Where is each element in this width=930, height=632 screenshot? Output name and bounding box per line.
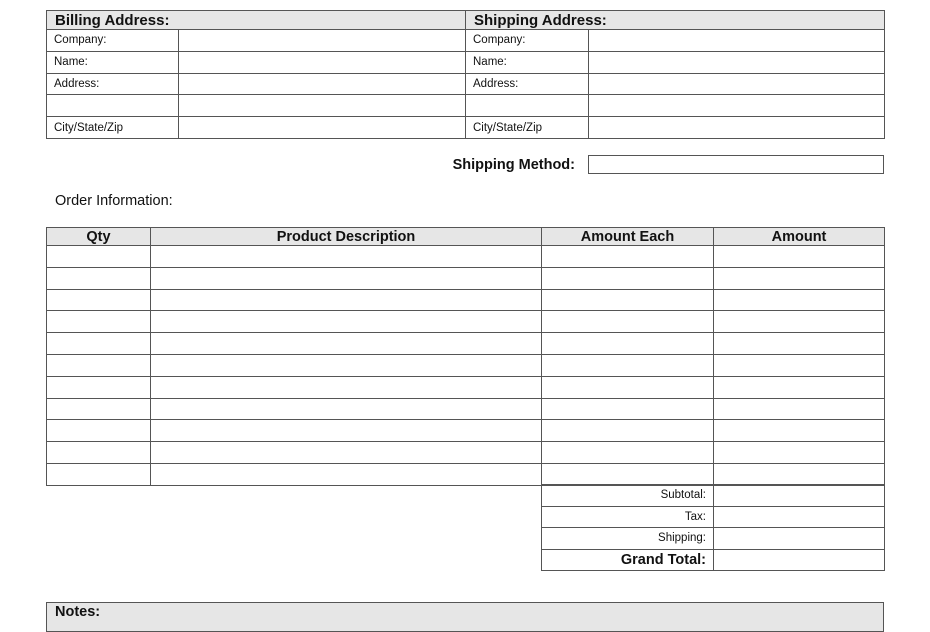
amount-each-cell[interactable] — [542, 376, 714, 398]
shipping-cost-field[interactable] — [714, 528, 885, 550]
product-description-cell[interactable] — [151, 354, 542, 376]
amount-cell[interactable] — [714, 442, 885, 464]
table-row — [47, 420, 885, 442]
qty-cell[interactable] — [47, 289, 151, 311]
shipping-cost-label: Shipping: — [542, 528, 714, 550]
subtotal-field[interactable] — [714, 485, 885, 507]
amount-cell[interactable] — [714, 311, 885, 333]
notes-header: Notes: — [46, 602, 884, 632]
product-description-cell[interactable] — [151, 442, 542, 464]
product-description-cell[interactable] — [151, 246, 542, 268]
table-row — [47, 376, 885, 398]
product-description-cell[interactable] — [151, 267, 542, 289]
billing-company-field[interactable] — [179, 30, 466, 52]
qty-cell[interactable] — [47, 398, 151, 420]
billing-address2-label — [47, 95, 179, 117]
amount-each-cell[interactable] — [542, 354, 714, 376]
qty-cell[interactable] — [47, 354, 151, 376]
amount-cell[interactable] — [714, 463, 885, 485]
grand-total-label: Grand Total: — [542, 549, 714, 571]
amount-cell[interactable] — [714, 420, 885, 442]
amount-each-cell[interactable] — [542, 289, 714, 311]
amount-each-cell[interactable] — [542, 398, 714, 420]
product-description-cell[interactable] — [151, 420, 542, 442]
amount-cell[interactable] — [714, 333, 885, 355]
table-row — [47, 267, 885, 289]
qty-cell[interactable] — [47, 311, 151, 333]
product-description-cell[interactable] — [151, 376, 542, 398]
shipping-method-field[interactable] — [588, 155, 884, 174]
table-row — [47, 333, 885, 355]
column-header-amount: Amount — [714, 228, 885, 246]
column-header-amount-each: Amount Each — [542, 228, 714, 246]
shipping-city-state-zip-label: City/State/Zip — [466, 117, 589, 139]
table-row — [47, 463, 885, 485]
shipping-address-header: Shipping Address: — [466, 11, 885, 30]
billing-address-label: Address: — [47, 73, 179, 95]
order-rows — [47, 246, 885, 486]
billing-name-label: Name: — [47, 51, 179, 73]
amount-each-cell[interactable] — [542, 420, 714, 442]
subtotal-label: Subtotal: — [542, 485, 714, 507]
amount-each-cell[interactable] — [542, 463, 714, 485]
order-information-label: Order Information: — [55, 193, 173, 209]
amount-cell[interactable] — [714, 376, 885, 398]
column-header-qty: Qty — [47, 228, 151, 246]
product-description-cell[interactable] — [151, 333, 542, 355]
qty-cell[interactable] — [47, 333, 151, 355]
shipping-address2-field[interactable] — [589, 95, 885, 117]
amount-each-cell[interactable] — [542, 333, 714, 355]
address-table — [46, 10, 885, 139]
shipping-address-field[interactable] — [589, 73, 885, 95]
billing-name-field[interactable] — [179, 51, 466, 73]
amount-each-cell[interactable] — [542, 267, 714, 289]
product-description-cell[interactable] — [151, 289, 542, 311]
shipping-name-label: Name: — [466, 51, 589, 73]
table-row — [47, 398, 885, 420]
table-row — [47, 246, 885, 268]
amount-each-cell[interactable] — [542, 311, 714, 333]
qty-cell[interactable] — [47, 267, 151, 289]
amount-cell[interactable] — [714, 289, 885, 311]
shipping-company-field[interactable] — [589, 30, 885, 52]
amount-each-cell[interactable] — [542, 442, 714, 464]
qty-cell[interactable] — [47, 246, 151, 268]
shipping-address2-label — [466, 95, 589, 117]
amount-cell[interactable] — [714, 354, 885, 376]
product-description-cell[interactable] — [151, 311, 542, 333]
product-description-cell[interactable] — [151, 398, 542, 420]
table-row — [47, 311, 885, 333]
column-header-product-description: Product Description — [151, 228, 542, 246]
shipping-address-label: Address: — [466, 73, 589, 95]
table-row — [47, 442, 885, 464]
qty-cell[interactable] — [47, 376, 151, 398]
order-table — [46, 227, 885, 486]
shipping-city-state-zip-field[interactable] — [589, 117, 885, 139]
amount-cell[interactable] — [714, 398, 885, 420]
billing-address-header: Billing Address: — [47, 11, 466, 30]
shipping-method-label: Shipping Method: — [452, 157, 575, 173]
table-row — [47, 354, 885, 376]
amount-each-cell[interactable] — [542, 246, 714, 268]
tax-field[interactable] — [714, 506, 885, 528]
qty-cell[interactable] — [47, 463, 151, 485]
billing-address2-field[interactable] — [179, 95, 466, 117]
qty-cell[interactable] — [47, 442, 151, 464]
totals-table — [541, 484, 885, 571]
billing-city-state-zip-field[interactable] — [179, 117, 466, 139]
shipping-name-field[interactable] — [589, 51, 885, 73]
product-description-cell[interactable] — [151, 463, 542, 485]
qty-cell[interactable] — [47, 420, 151, 442]
billing-company-label: Company: — [47, 30, 179, 52]
billing-address-field[interactable] — [179, 73, 466, 95]
tax-label: Tax: — [542, 506, 714, 528]
shipping-company-label: Company: — [466, 30, 589, 52]
billing-city-state-zip-label: City/State/Zip — [47, 117, 179, 139]
table-row — [47, 289, 885, 311]
amount-cell[interactable] — [714, 246, 885, 268]
grand-total-field[interactable] — [714, 549, 885, 571]
amount-cell[interactable] — [714, 267, 885, 289]
